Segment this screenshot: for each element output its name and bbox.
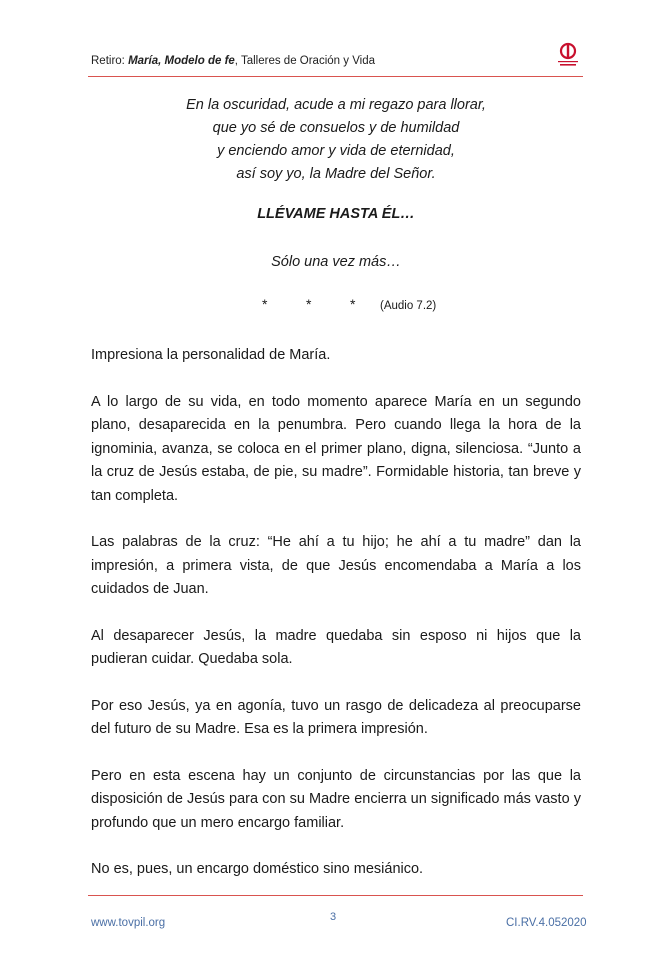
separator <box>262 296 436 312</box>
paragraph: Por eso Jesús, ya en agonía, tuvo un rasgo de delicadeza al preocuparse del futuro de su Madre. Esa es la primera impresión. <box>91 697 581 737</box>
body-text <box>91 344 581 905</box>
audio-reference: (Audio 7.2) <box>380 300 437 312</box>
separator-star: * <box>262 296 268 312</box>
paragraph: Pero en esta escena hay un conjunto de circunstancias por las que la disposición de Jesús para con su Madre encierra un significado más vasto y profundo que un mero encargo familiar. <box>91 767 581 831</box>
paragraph: Al desaparecer Jesús, la madre quedaba sin esposo ni hijos que la pudieran cuidar. Quedaba sola. <box>91 627 581 667</box>
poem-line: así soy yo, la Madre del Señor. <box>236 166 436 182</box>
section-title: LLÉVAME HASTA ÉL… <box>257 206 415 222</box>
paragraph: No es, pues, un encargo doméstico sino mesiánico. <box>91 861 424 877</box>
header-divider <box>88 76 583 77</box>
paragraph: Las palabras de la cruz: “He ahí a tu hijo; he ahí a tu madre” dan la impresión, a primera vista, de que Jesús encomendaba a María a los cuidados de Juan. <box>91 534 581 597</box>
poem-line: y enciendo amor y vida de eternidad, <box>217 143 455 159</box>
separator-star: * <box>350 296 356 312</box>
poem-line: que yo sé de consuelos y de humildad <box>212 120 460 136</box>
header-prefix: Retiro: <box>91 55 129 67</box>
tovpil-logo-icon <box>555 42 581 68</box>
separator-star: * <box>306 296 312 312</box>
page-number: 3 <box>330 911 337 923</box>
section-subtitle: Sólo una vez más… <box>271 254 401 270</box>
header-suffix: , Talleres de Oración y Vida <box>234 55 376 67</box>
website-link[interactable]: www.tovpil.org <box>91 917 166 929</box>
poem-line: En la oscuridad, acude a mi regazo para llorar, <box>186 97 486 113</box>
paragraph: Impresiona la personalidad de María. <box>91 347 331 363</box>
paragraph: A lo largo de su vida, en todo momento aparece María en un segundo plano, desaparecida en la penumbra. Pero cuando llega la hora de la ignominia, avanza, se coloca en el primer plano, digna, silenciosa. “Junto a la cruz de Jesús estaba, de pie, su madre”. Formidable historia, tan breve y tan completa. <box>91 393 581 504</box>
footer-divider <box>88 895 583 896</box>
document-code: CI.RV.4.052020 <box>506 917 587 929</box>
page-header <box>91 55 581 67</box>
poem <box>91 94 581 186</box>
header-retreat-title: María, Modelo de fe <box>128 55 235 67</box>
